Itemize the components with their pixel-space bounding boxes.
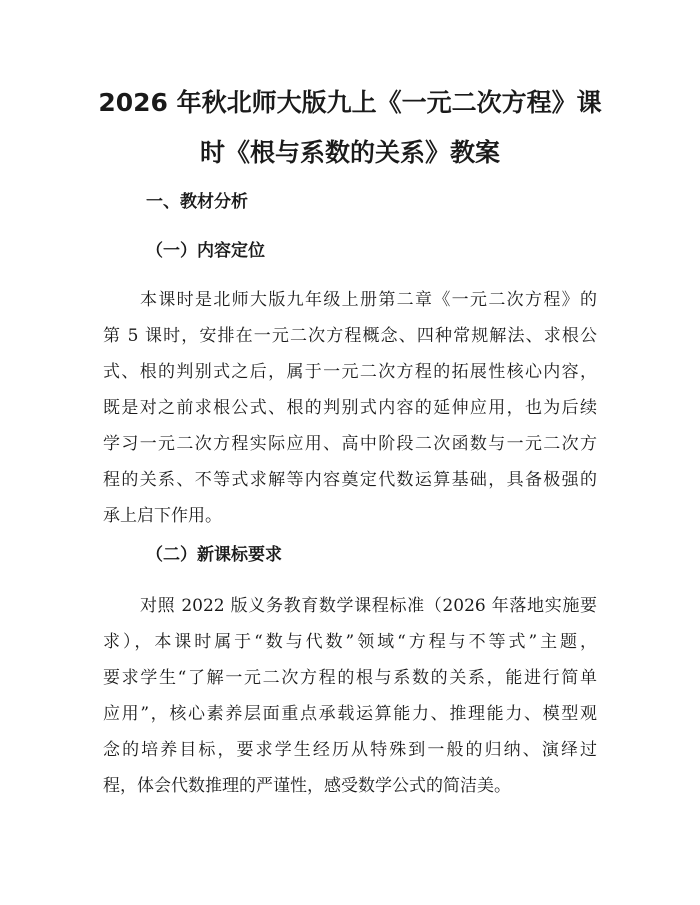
section-heading-textbook-analysis: 一、教材分析 [146,192,248,212]
paragraph-line: 要求学生“了解一元二次方程的根与系数的关系，能进行简单 [103,668,597,688]
subsection-heading-curriculum-requirements: （二）新课标要求 [146,545,282,565]
paragraph-line: 本课时是北师大版九年级上册第二章《一元二次方程》的 [140,290,597,310]
paragraph-line: 第 5 课时，安排在一元二次方程概念、四种常规解法、求根公 [103,326,597,346]
paragraph-line: 应用”，核心素养层面重点承载运算能力、推理能力、模型观 [103,704,597,724]
paragraph-line: 程，体会代数推理的严谨性，感受数学公式的简洁美。 [103,776,511,796]
document-title-line-2: 时《根与系数的关系》教案 [199,138,500,167]
paragraph-line: 程的关系、不等式求解等内容奠定代数运算基础，具备极强的 [103,470,597,490]
paragraph-line: 求），本课时属于“数与代数”领域“方程与不等式”主题， [103,632,597,652]
paragraph-line: 学习一元二次方程实际应用、高中阶段二次函数与一元二次方 [103,434,597,454]
paragraph-line: 承上启下作用。 [103,506,222,526]
subsection-heading-content-positioning: （一）内容定位 [146,241,265,261]
paragraph-line: 念的培养目标，要求学生经历从特殊到一般的归纳、演绎过 [103,740,597,760]
document-title-line-1: 2026 年秋北师大版九上《一元二次方程》课 [98,88,602,117]
paragraph-line: 既是对之前求根公式、根的判别式内容的延伸应用，也为后续 [103,398,597,418]
paragraph-line: 式、根的判别式之后，属于一元二次方程的拓展性核心内容， [103,362,597,382]
paragraph-line: 对照 2022 版义务教育数学课程标准（2026 年落地实施要 [140,596,597,616]
